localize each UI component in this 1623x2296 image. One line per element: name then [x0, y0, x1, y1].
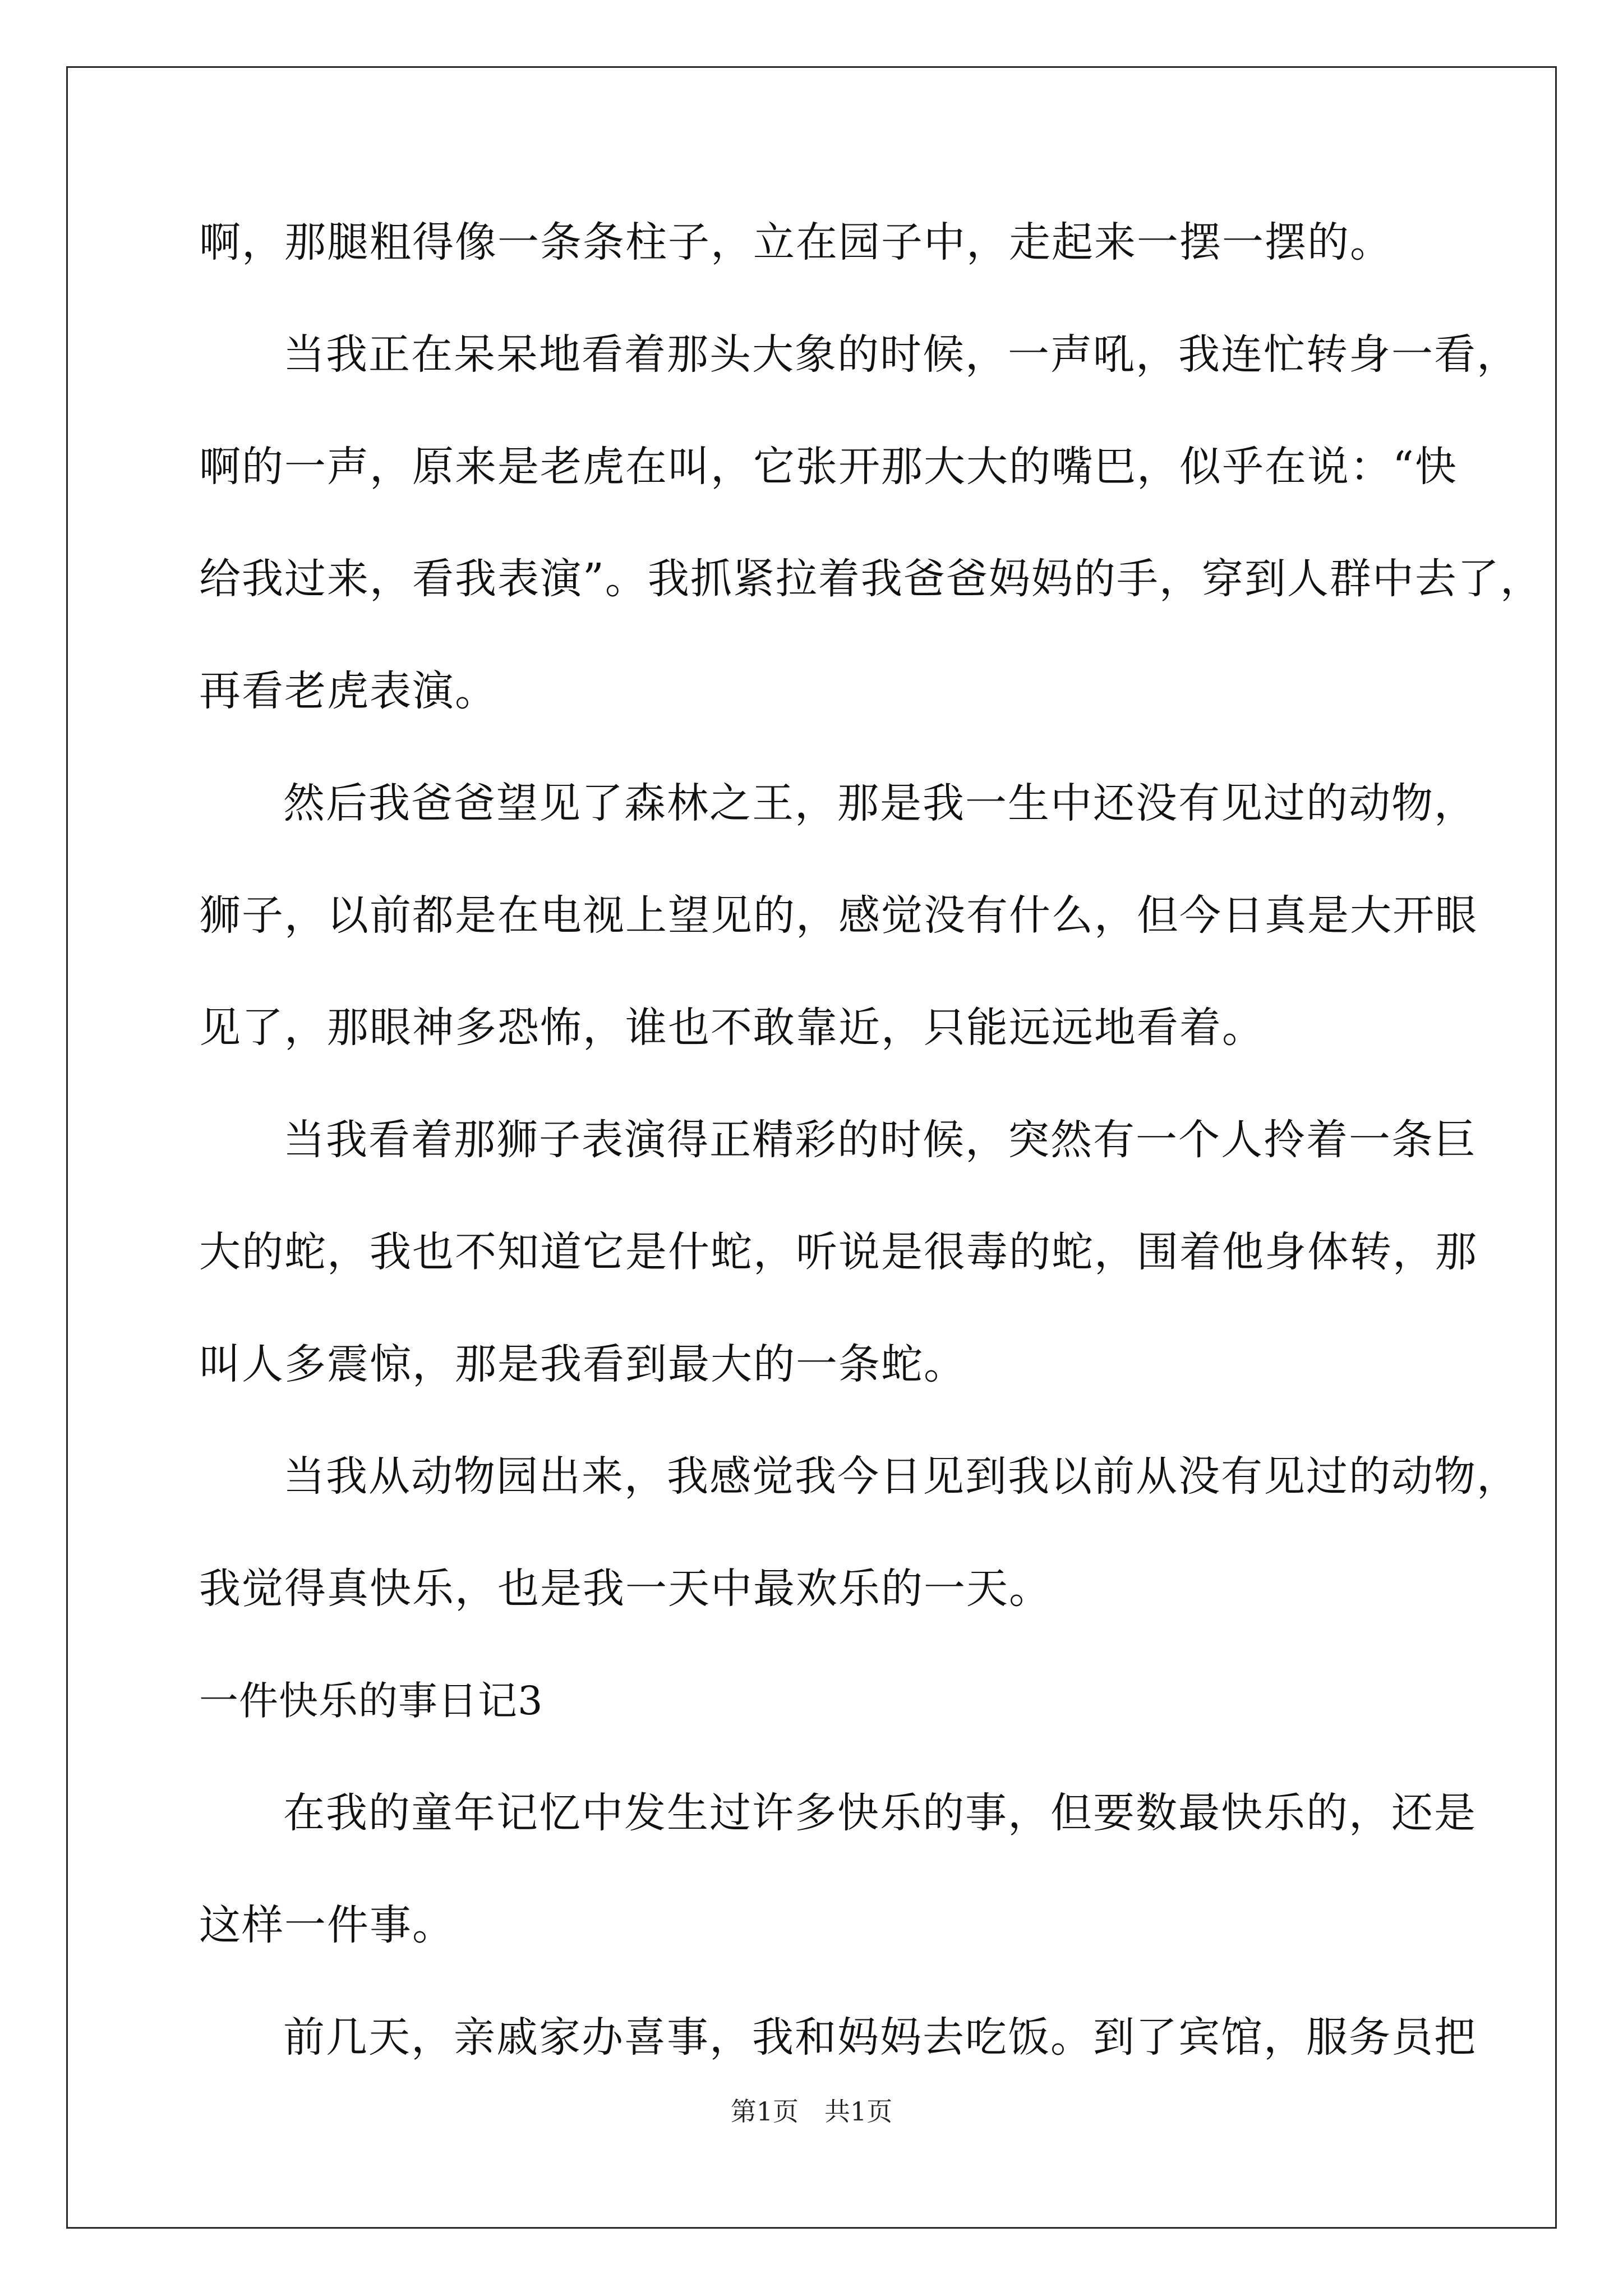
text-line: 然后我爸爸望见了森林之王，那是我一生中还没有见过的动物， [283, 779, 1477, 827]
text-line: 狮子，以前都是在电视上望见的，感觉没有什么，但今日真是大开眼 [199, 891, 1478, 940]
text-line: 当我正在呆呆地看着那头大象的时候，一声吼，我连忙转身一看， [283, 330, 1519, 379]
text-line: 啊的一声，原来是老虎在叫，它张开那大大的嘴巴，似乎在说：“快 [199, 443, 1458, 491]
text-line: 见了，那眼神多恐怖，谁也不敢靠近，只能远远地看着。 [199, 1004, 1265, 1052]
text-line: 再看老虎表演。 [199, 667, 497, 715]
text-line: 在我的童年记忆中发生过许多快乐的事，但要数最快乐的，还是 [283, 1789, 1477, 1837]
text-line: 当我从动物园出来，我感觉我今日见到我以前从没有见过的动物， [283, 1452, 1519, 1501]
text-line: 叫人多震惊，那是我看到最大的一条蛇。 [199, 1340, 966, 1388]
text-line: 啊，那腿粗得像一条条柱子，立在园子中，走起来一摆一摆的。 [199, 218, 1393, 266]
section-heading: 一件快乐的事日记3 [199, 1678, 543, 1724]
page-footer [0, 2095, 1623, 2128]
text-line: 前几天，亲戚家办喜事，我和妈妈去吃饭。到了宾馆，服务员把 [283, 2013, 1477, 2062]
text-line: 我觉得真快乐，也是我一天中最欢乐的一天。 [199, 1565, 1052, 1613]
text-line: 当我看着那狮子表演得正精彩的时候，突然有一个人拎着一条巨 [283, 1116, 1477, 1164]
page-number: 第1页 [730, 2096, 799, 2127]
text-line: 大的蛇，我也不知道它是什蛇，听说是很毒的蛇，围着他身体转，那 [199, 1228, 1478, 1276]
text-line: 给我过来，看我表演”。我抓紧拉着我爸爸妈妈的手，穿到人群中去了， [199, 555, 1543, 603]
text-line: 这样一件事。 [199, 1901, 455, 1949]
total-pages: 共1页 [824, 2096, 893, 2127]
